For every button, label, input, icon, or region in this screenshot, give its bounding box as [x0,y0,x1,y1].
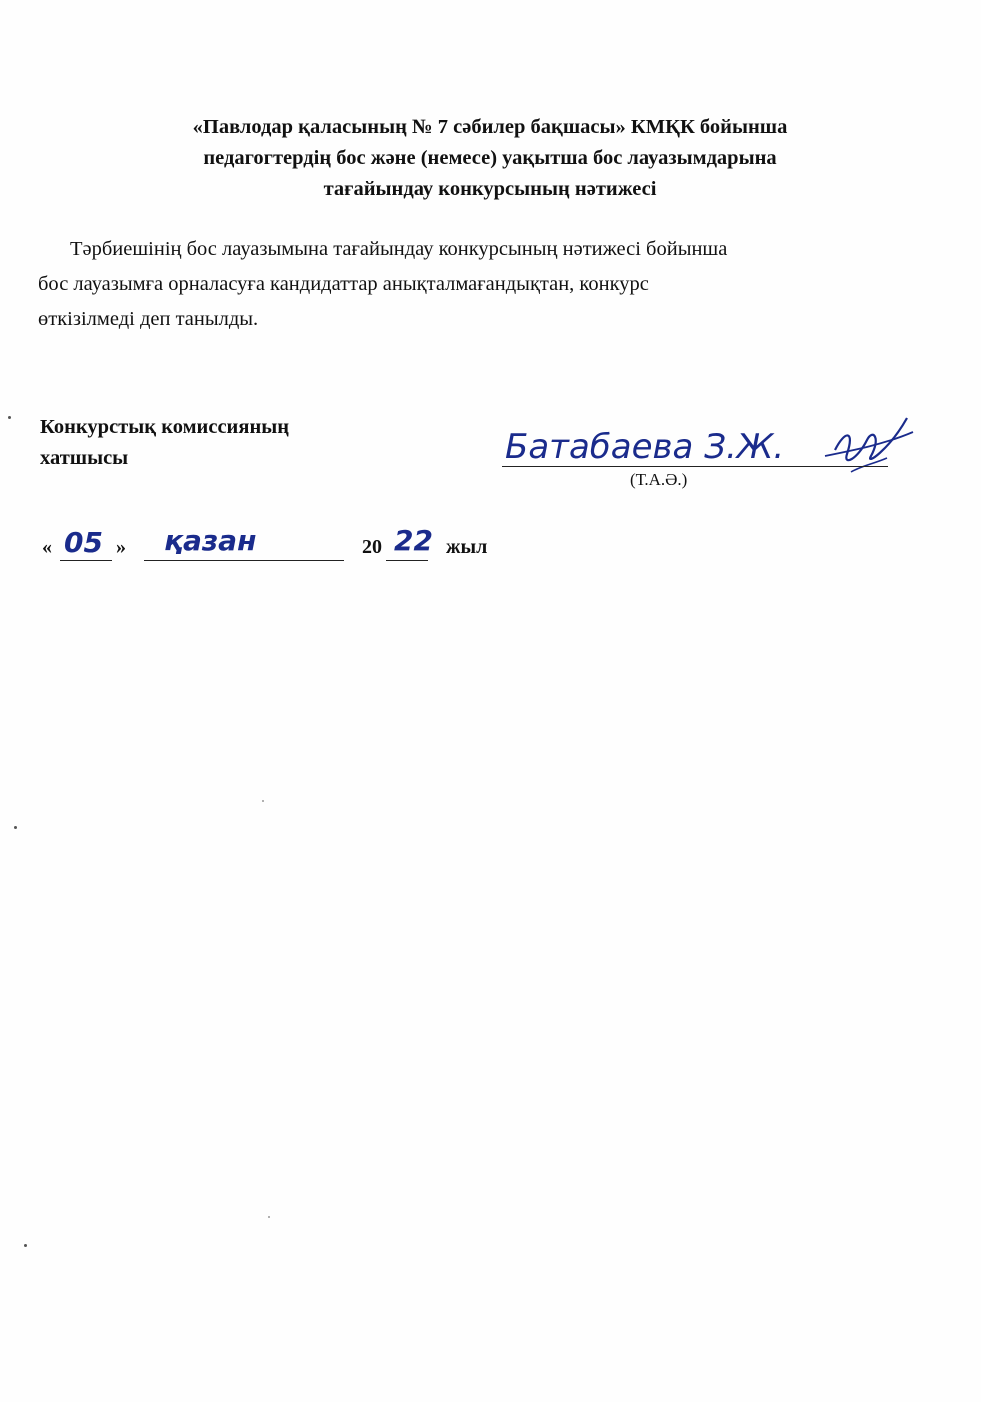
title-line-1: «Павлодар қаласының № 7 сәбилер бақшасы» КМҚК бойынша [192,116,788,138]
date-year-word: жыл [446,536,488,558]
result-paragraph [38,232,938,337]
date-day: 05 [64,526,103,559]
month-underline [144,560,344,561]
date-open-quote: « [42,536,52,558]
date-month: қазан [164,524,257,557]
handwritten-signature [495,410,915,490]
title-line-2: педагогтердің бос және (немесе) уақытша бос лауазымдарына [203,147,777,169]
paragraph-line-1: Тәрбиешінің бос лауазымына тағайындау конкурсының нәтижесі бойынша [70,238,728,260]
scan-speck [14,826,17,829]
paragraph-line-2: бос лауазымға орналасуға кандидаттар анықталмағандықтан, конкурс [38,273,649,295]
date-year-suffix: 22 [394,524,433,557]
title-line-3: тағайындау конкурсының нәтижесі [323,178,657,200]
date-close-quote: » [116,536,126,558]
year-underline [386,560,428,561]
autograph-tail [851,458,887,472]
scan-speck [262,800,264,802]
date-row [42,524,512,570]
handwritten-name-text: Батабаева З.Ж. [505,427,785,467]
document-title [60,112,920,205]
date-year-prefix: 20 [362,536,382,558]
paragraph-line-3: өткізілмеді деп танылды. [38,308,259,330]
signature-caption: (Т.А.Ә.) [630,470,688,489]
day-underline [60,560,112,561]
secretary-label [40,412,289,474]
signature-drawing [495,410,915,490]
secretary-label-line-1: Конкурстық комиссияның [40,416,290,438]
signature-line [502,466,888,467]
secretary-label-line-2: хатшысы [40,447,129,469]
scan-speck [24,1244,27,1247]
scan-speck [8,416,11,419]
scan-speck [268,1216,270,1218]
